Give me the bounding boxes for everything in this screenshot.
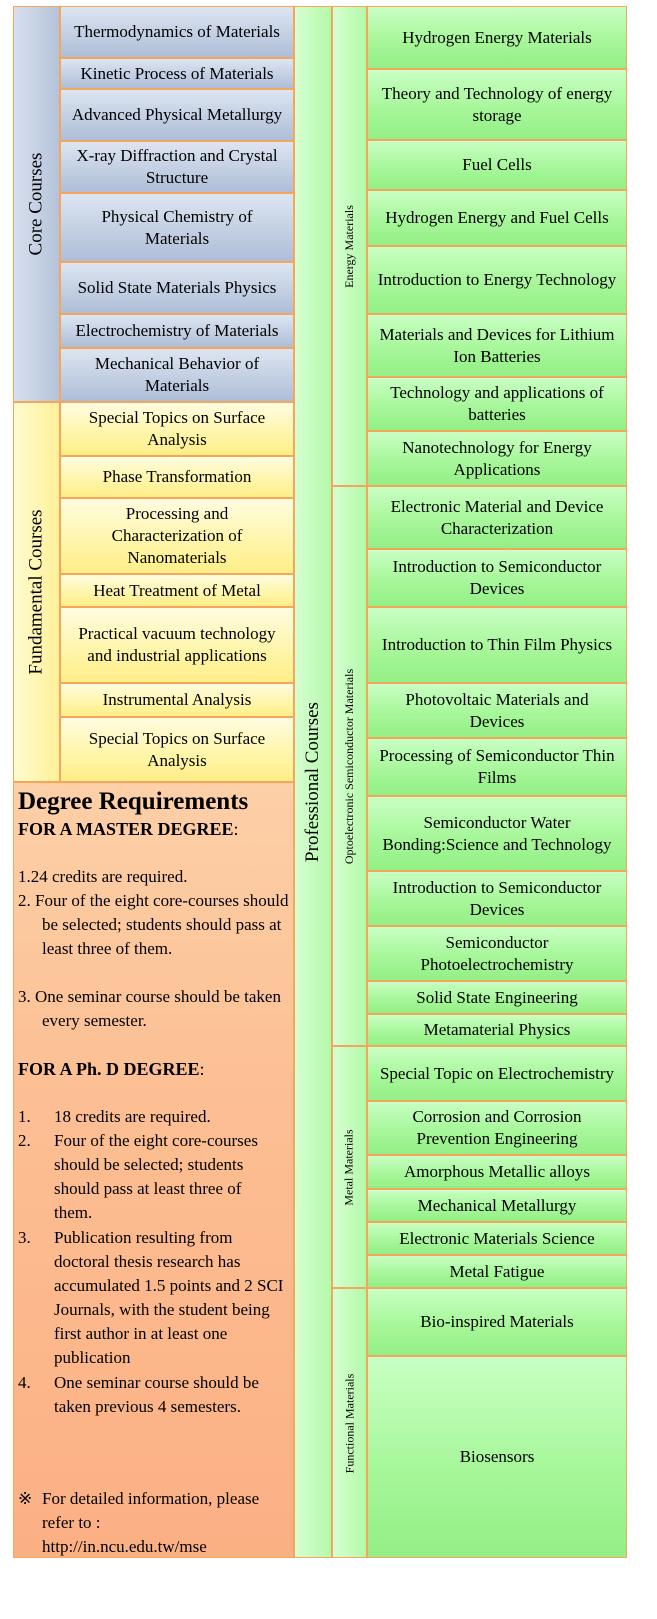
professional-course: Solid State Engineering: [367, 981, 627, 1014]
professional-course: Fuel Cells: [367, 140, 627, 190]
professional-course: Amorphous Metallic alloys: [367, 1155, 627, 1189]
professional-course: Special Topic on Electrochemistry: [367, 1046, 627, 1101]
fundamental-course: Instrumental Analysis: [60, 683, 294, 717]
group-label-metal: Metal Materials: [342, 1128, 356, 1206]
core-course: Kinetic Process of Materials: [60, 58, 294, 89]
core-course: Physical Chemistry of Materials: [60, 193, 294, 262]
core-course: Mechanical Behavior of Materials: [60, 348, 294, 402]
group-label-cell: [332, 1288, 367, 1558]
professional-course: Nanotechnology for Energy Applications: [367, 431, 627, 486]
phd-requirement: 3. Publication resulting from doctoral thesis research has accumulated 1.5 points and 2 SCI Journals, with the student being first author in at least one publication: [18, 1228, 284, 1367]
fundamental-courses-label: Fundamental Courses: [25, 509, 47, 675]
degree-requirements-title: Degree Requirements: [18, 788, 249, 815]
professional-course: Hydrogen Energy Materials: [367, 6, 627, 69]
master-requirement: 3. One seminar course should be taken every semester.: [18, 987, 281, 1030]
detail-note: ※ For detailed information, please refer to : http://in.ncu.edu.tw/mse: [18, 1487, 290, 1559]
professional-course: Introduction to Semiconductor Devices: [367, 549, 627, 607]
professional-course: Bio-inspired Materials: [367, 1288, 627, 1356]
professional-course: Biosensors: [367, 1356, 627, 1558]
fundamental-course: Special Topics on Surface Analysis: [60, 717, 294, 782]
master-requirement: 2. Four of the eight core-courses should be selected; students should pass at least three of them.: [18, 891, 289, 958]
group-label-cell: [332, 486, 367, 1046]
phd-requirement: 4. One seminar course should be taken previous 4 semesters.: [18, 1373, 259, 1416]
professional-course: Semiconductor Water Bonding:Science and Technology: [367, 796, 627, 871]
phd-requirement: 2. Four of the eight core-courses should be selected; students should pass at least three of them.: [18, 1131, 258, 1222]
fundamental-course: Phase Transformation: [60, 456, 294, 498]
professional-course: Introduction to Semiconductor Devices: [367, 871, 627, 926]
professional-course: Materials and Devices for Lithium Ion Batteries: [367, 314, 627, 377]
fundamental-course: Processing and Characterization of Nanomaterials: [60, 498, 294, 574]
professional-course: Semiconductor Photoelectrochemistry: [367, 926, 627, 981]
professional-course: Corrosion and Corrosion Prevention Engineering: [367, 1101, 627, 1155]
core-course: Electrochemistry of Materials: [60, 314, 294, 348]
core-courses-label-cell: [13, 6, 60, 402]
master-degree-heading: FOR A MASTER DEGREE:: [18, 819, 239, 839]
professional-course: Electronic Materials Science: [367, 1222, 627, 1255]
detail-link[interactable]: http://in.ncu.edu.tw/mse: [42, 1537, 207, 1556]
group-label-cell: [332, 1046, 367, 1288]
professional-course: Metamaterial Physics: [367, 1014, 627, 1046]
fundamental-course: Heat Treatment of Metal: [60, 574, 294, 607]
professional-courses-label-cell: [294, 6, 332, 1558]
professional-course: Processing of Semiconductor Thin Films: [367, 738, 627, 796]
degree-requirements-box: [13, 782, 294, 1558]
fundamental-course: Special Topics on Surface Analysis: [60, 402, 294, 456]
phd-degree-heading: FOR A Ph. D DEGREE:: [18, 1059, 205, 1079]
group-label-cell: [332, 6, 367, 486]
professional-course: Metal Fatigue: [367, 1255, 627, 1288]
professional-course: Hydrogen Energy and Fuel Cells: [367, 190, 627, 246]
reference-mark-icon: ※: [18, 1489, 33, 1508]
professional-courses-label: Professional Courses: [302, 702, 323, 862]
professional-course: Electronic Material and Device Characterization: [367, 486, 627, 549]
fundamental-course: Practical vacuum technology and industrial applications: [60, 607, 294, 683]
master-requirement: 1.24 credits are required.: [18, 867, 188, 886]
core-course: X-ray Diffraction and Crystal Structure: [60, 141, 294, 193]
group-label-functional: Functional Materials: [342, 1373, 356, 1473]
core-course: Thermodynamics of Materials: [60, 6, 294, 58]
phd-requirement: 1. 18 credits are required.: [18, 1107, 211, 1126]
professional-course: Mechanical Metallurgy: [367, 1189, 627, 1222]
professional-course: Introduction to Thin Film Physics: [367, 607, 627, 683]
group-label-optoelectronic: Optoelectronic Semiconductor Materials: [342, 668, 356, 864]
professional-course: Introduction to Energy Technology: [367, 246, 627, 314]
group-label-energy: Energy Materials: [342, 204, 357, 288]
professional-course: Theory and Technology of energy storage: [367, 69, 627, 140]
core-course: Advanced Physical Metallurgy: [60, 89, 294, 141]
core-course: Solid State Materials Physics: [60, 262, 294, 314]
professional-course: Photovoltaic Materials and Devices: [367, 683, 627, 738]
core-courses-label: Core Courses: [25, 152, 47, 256]
professional-course: Technology and applications of batteries: [367, 377, 627, 431]
fundamental-courses-label-cell: [13, 402, 60, 782]
